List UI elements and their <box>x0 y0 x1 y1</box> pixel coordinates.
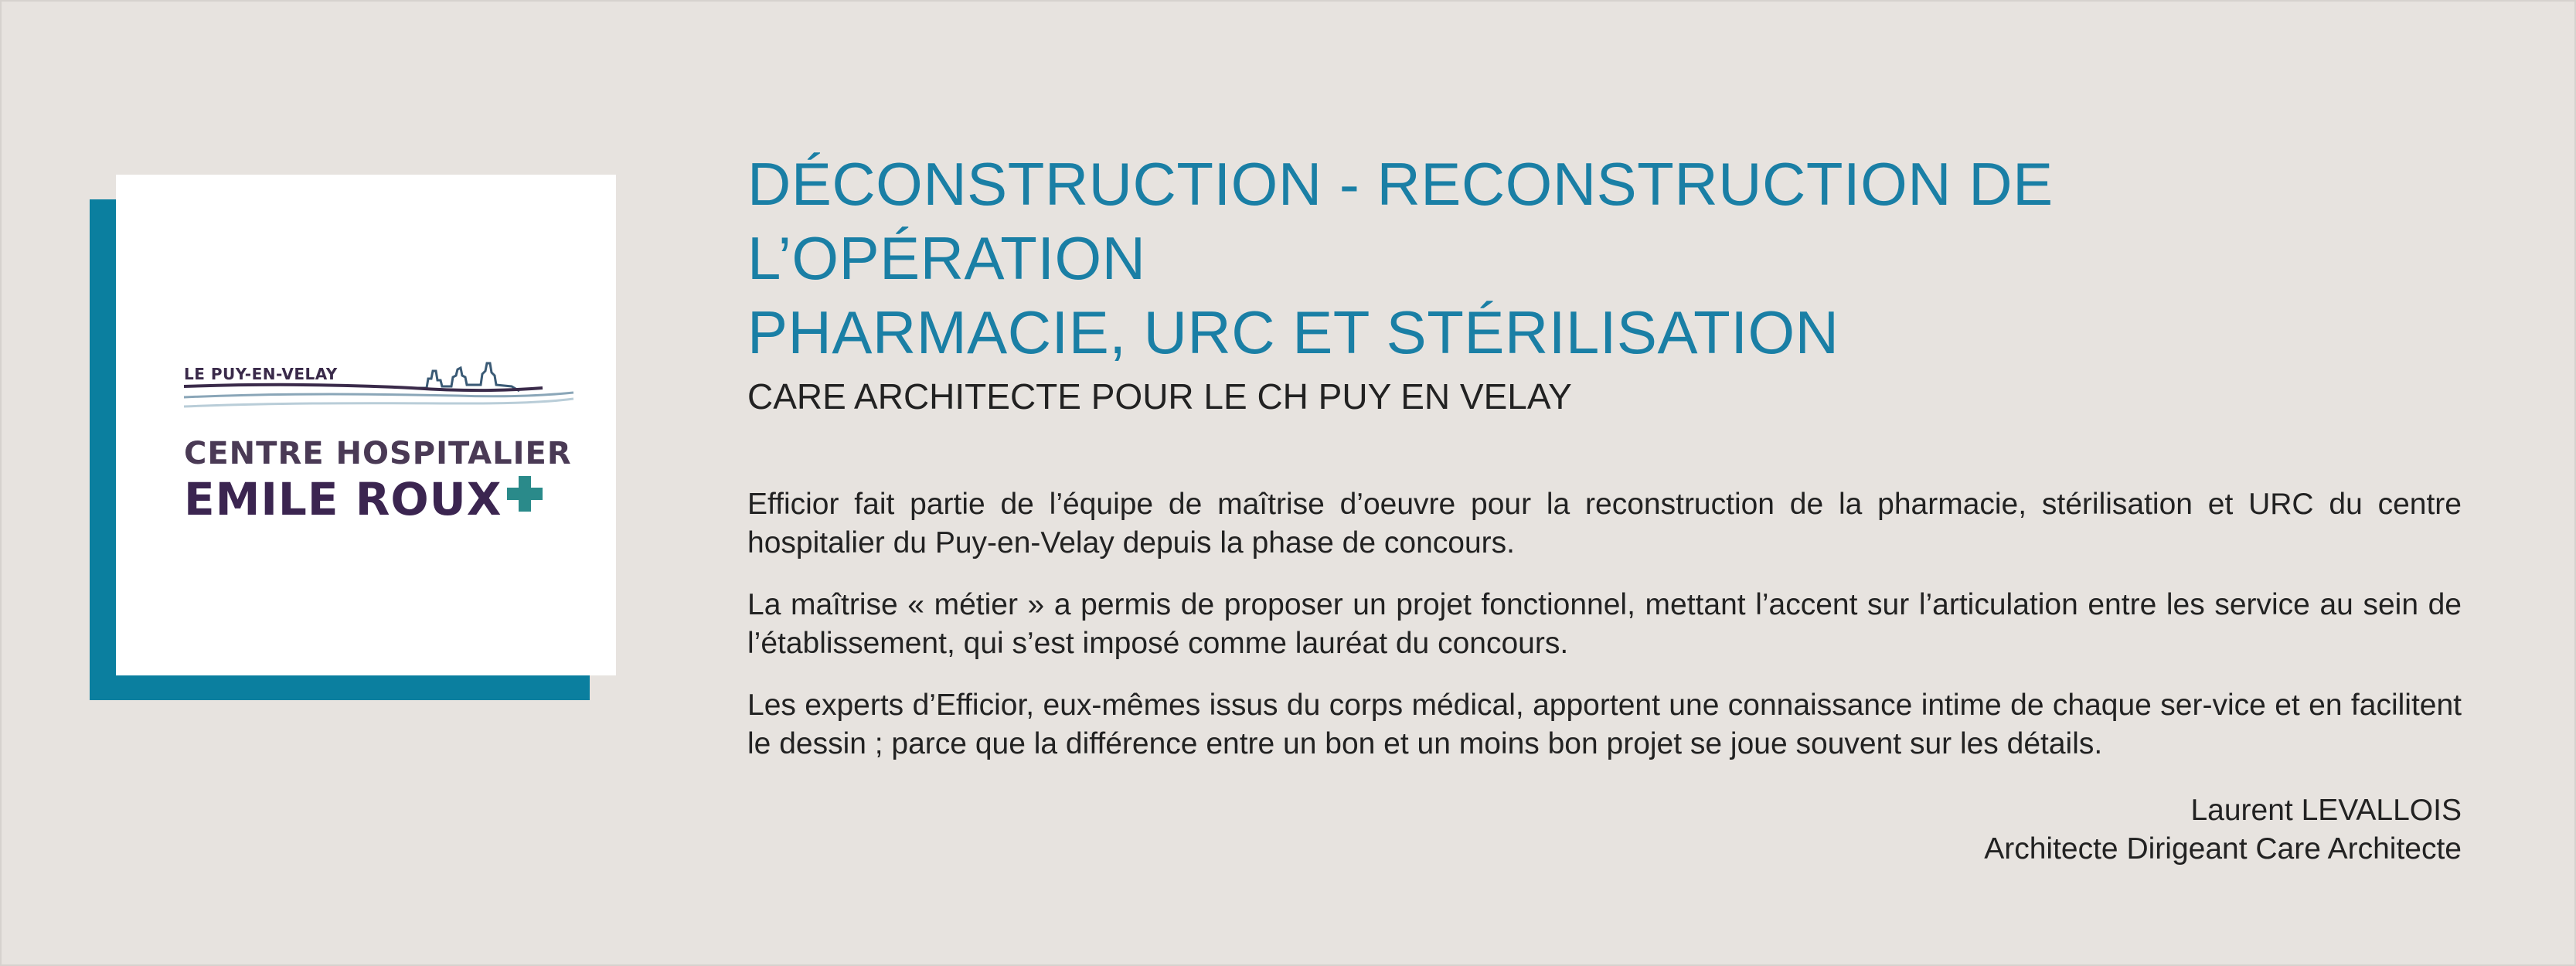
medical-cross-icon <box>504 473 546 515</box>
page-subtitle: CARE ARCHITECTE POUR LE CH PUY EN VELAY <box>747 376 1572 417</box>
title-line2: PHARMACIE, URC ET STÉRILISATION <box>747 298 1839 366</box>
hospital-logo <box>116 175 616 675</box>
body-text <box>747 485 2462 764</box>
logo-line2: EMILE ROUX <box>184 473 502 526</box>
signature <box>747 791 2462 869</box>
signature-role: Architecte Dirigeant Care Architecte <box>1984 832 2462 866</box>
page-title <box>747 147 2462 369</box>
paragraph-3: Les experts d’Efficior, eux-mêmes issus du corps médical, apportent une connaissance intime de chaque ser-vice et en facilitent le dessin ; parce que la différence entre un bon et un moins bon projet se joue souvent sur les détails. <box>747 689 2462 760</box>
logo-line1: CENTRE HOSPITALIER <box>184 436 572 471</box>
signature-name: Laurent LEVALLOIS <box>2190 794 2462 827</box>
main-content <box>747 147 2462 869</box>
paragraph-2: La maîtrise « métier » a permis de proposer un projet fonctionnel, mettant l’accent sur l’articulation entre les service au sein de l’établissement, qui s’est imposé comme lauréat du concours. <box>747 588 2462 660</box>
title-line1: DÉCONSTRUCTION - RECONSTRUCTION DE L’OPÉRATION <box>747 150 2054 292</box>
logo-city-name: LE PUY-EN-VELAY <box>184 365 338 383</box>
paragraph-1: Efficior fait partie de l’équipe de maîtrise d’oeuvre pour la reconstruction de la pharmacie, stérilisation et URC du centre hospitalier du Puy-en-Velay depuis la phase de concours. <box>747 488 2462 560</box>
